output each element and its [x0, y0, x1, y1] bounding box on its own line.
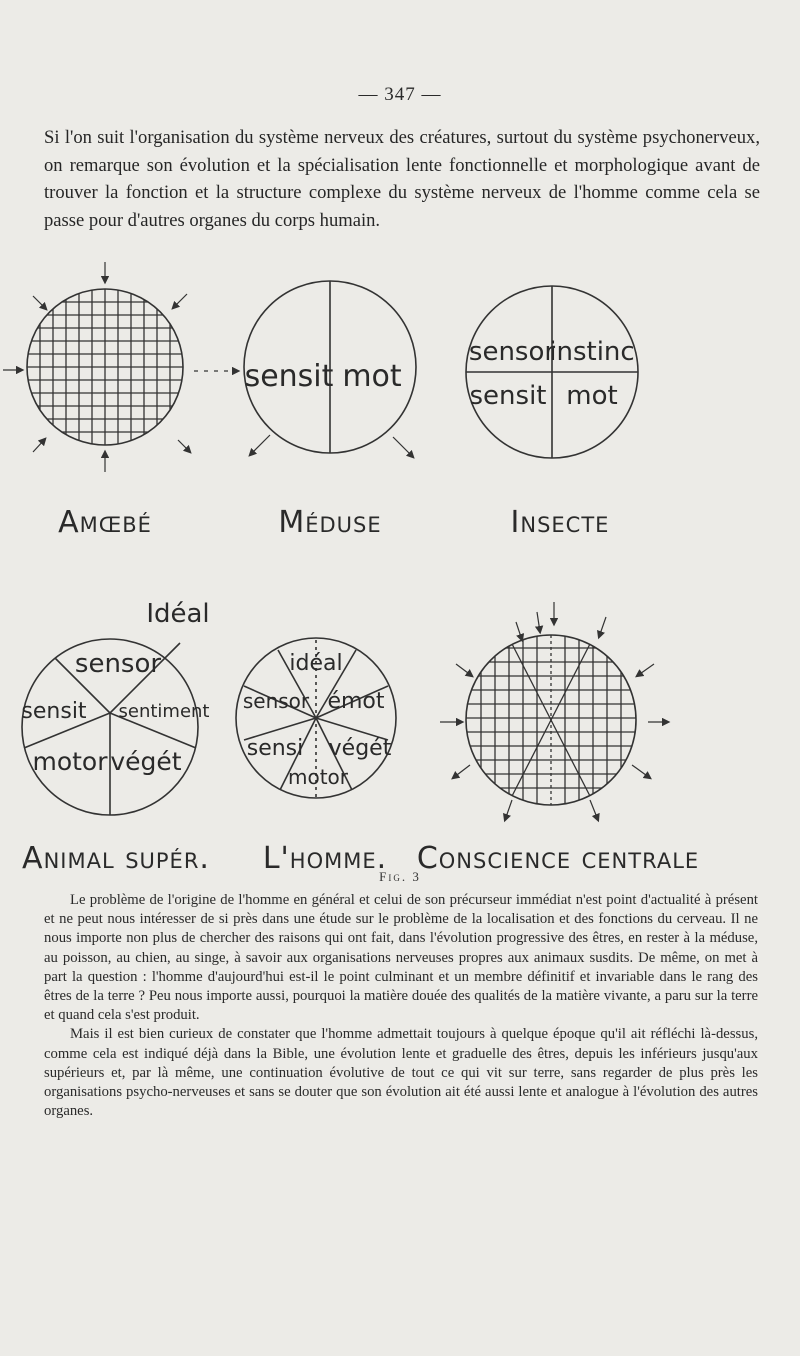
homme-label-motor: motor — [287, 765, 349, 789]
amoebe-caption: Amœbé — [58, 505, 152, 540]
animal-label-sensor: sensor — [74, 649, 162, 679]
insecte-label-sensor: sensor — [468, 337, 556, 367]
page-number: — 347 — — [358, 84, 442, 105]
insecte-label-instinc: instinc — [549, 337, 635, 367]
animal-superieur-diagram — [21, 599, 210, 876]
homme-label-sensor: sensor — [242, 689, 310, 713]
insecte-label-sensit: sensit — [469, 381, 547, 411]
homme-label-ideal: idéal — [289, 651, 343, 676]
intro-paragraph: Si l'on suit l'organisation du système nerveux des créatures, surtout du système psychonerveux, on remarque son évolution et la spécialisation lente fonctionnelle et morphologique avant de trouver la fonction et la structure complexe du système nerveux de l'homme comme cela se passe pour d'autres organes du corps humain. — [44, 127, 760, 231]
meduse-label-sensit: sensit — [244, 359, 334, 394]
body-paragraph-2: Mais il est bien curieux de constater que l'homme admettait toujours à quelque époque qu'il ait réfléchi là-dessus, comme cela est indiqué déjà dans la Bible, une évolution lente et graduelle des êtres, depuis les inférieurs jusqu'aux supérieurs et, par là même, une continuation évolutive de tout ce qui vit sur terre, sans regarder de plus près les organisations psycho-nerveuses et sans se douter que son évolution ait été aussi lente et analogue à l'évolution des autres organes. — [44, 1026, 758, 1120]
meduse-diagram — [194, 281, 416, 540]
homme-label-sensi: sensi — [246, 736, 304, 761]
animal-top-label-ideal: Idéal — [146, 599, 210, 629]
insecte-caption: Insecte — [510, 505, 610, 540]
conscience-centrale-caption: Conscience centrale — [416, 841, 700, 876]
body-text — [44, 891, 758, 1121]
homme-caption: L'homme. — [262, 841, 388, 876]
meduse-caption: Méduse — [278, 505, 382, 540]
meduse-label-mot: mot — [342, 359, 402, 394]
amoebe-diagram — [3, 262, 190, 540]
homme-diagram — [236, 638, 396, 876]
animal-label-veget: végét — [110, 747, 182, 776]
homme-label-veget: végét — [328, 736, 392, 761]
animal-label-motor: motor — [32, 747, 108, 776]
homme-label-emot: émot — [327, 689, 385, 714]
insecte-label-mot: mot — [566, 381, 618, 411]
conscience-centrale-diagram — [417, 602, 699, 876]
animal-label-sensit: sensit — [21, 699, 87, 724]
body-paragraph-1: Le problème de l'origine de l'homme en général et celui de son précurseur immédiat n'est point d'actualité à présent et ne peut nous intéresser de si près dans une étude sur le problème de la localisation et des fonctions du cerveau. Il ne nous importe non plus de chercher des raisons qui ont fait, dans l'évolution progressive des êtres, en rester à la méduse, au poisson, au chien, au singe, à savoir aux organisations nerveuses propres aux animaux susdits. De même, on met à part la question : l'homme d'aujourd'hui est-il le point culminant et un membre définitif et invariable dans le rang des êtres de la terre ? Peu nous importe aussi, pourquoi la matière douée des qualités de la matière vivante, a paru sur la terre et quand cela s'est produit. — [44, 892, 758, 1024]
figure-caption: Fig. 3 — [379, 869, 421, 884]
animal-label-sentiment: sentiment — [118, 701, 210, 722]
animal-superieur-caption: Animal supér. — [22, 841, 210, 876]
insecte-diagram — [466, 286, 638, 540]
